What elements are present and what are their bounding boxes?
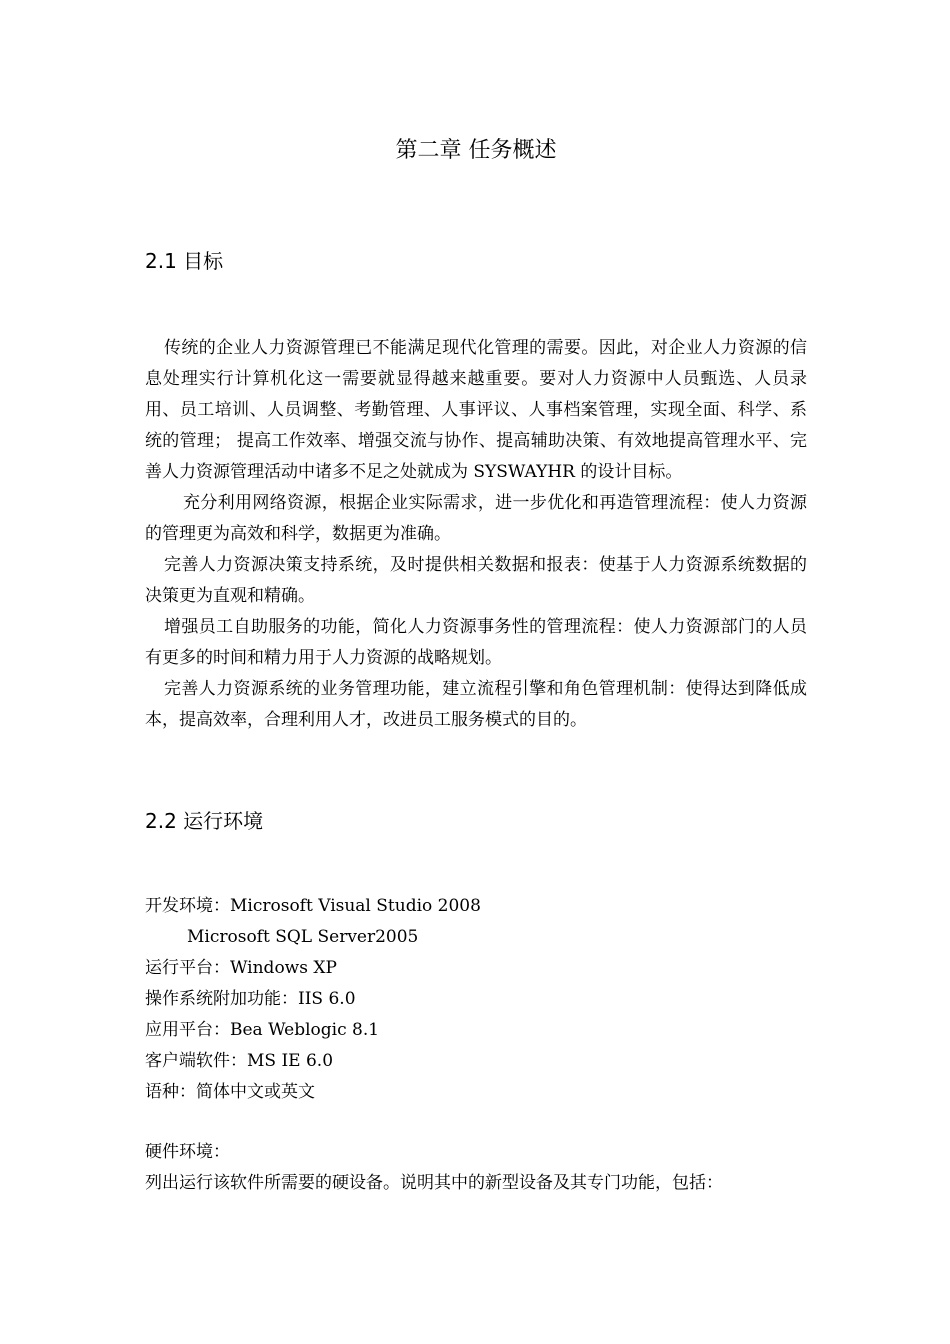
env-line-os-addon: 操作系统附加功能：IIS 6.0 bbox=[145, 989, 356, 1009]
goal-paragraph-1: 传统的企业人力资源管理已不能满足现代化管理的需要。因此，对企业人力资源的信息处理实行计算机化这一需要就显得越来越重要。要对人力资源中人员甄选、人员录用、员工培训、人员调整、考勤管理、人事评议、人事档案管理，实现全面、科学、系统的管理； 提高工作效率、增强交流与协作、提高辅助决策、有效地提高管理水平、完善人力资源管理活动中诸多不足之处就成为 SYSWAYHR 的设计目标。 bbox=[145, 338, 807, 482]
goal-paragraph-4: 增强员工自助服务的功能，简化人力资源事务性的管理流程：使人力资源部门的人员有更多的时间和精力用于人力资源的战略规划。 bbox=[145, 617, 807, 668]
chapter-title: 第二章 任务概述 bbox=[395, 138, 557, 163]
env-line-language: 语种：简体中文或英文 bbox=[145, 1082, 315, 1102]
env-line-db: Microsoft SQL Server2005 bbox=[187, 927, 419, 947]
section-heading-environment: 2.2 运行环境 bbox=[145, 809, 264, 833]
hardware-description: 列出运行该软件所需要的硬设备。说明其中的新型设备及其专门功能，包括： bbox=[145, 1173, 723, 1193]
env-line-platform: 运行平台：Windows XP bbox=[145, 958, 337, 978]
goal-paragraph-2: 充分利用网络资源，根据企业实际需求，进一步优化和再造管理流程：使人力资源的管理更为高效和科学，数据更为准确。 bbox=[145, 493, 807, 544]
goal-paragraph-3: 完善人力资源决策支持系统，及时提供相关数据和报表：使基于人力资源系统数据的决策更为直观和精确。 bbox=[145, 555, 807, 606]
section-heading-goal: 2.1 目标 bbox=[145, 249, 224, 273]
environment-list bbox=[145, 891, 807, 1108]
env-line-dev: 开发环境：Microsoft Visual Studio 2008 bbox=[145, 896, 481, 916]
env-line-app-platform: 应用平台：Bea Weblogic 8.1 bbox=[145, 1020, 380, 1040]
hardware-label: 硬件环境： bbox=[145, 1142, 230, 1162]
hardware-section bbox=[145, 1137, 807, 1199]
goal-body bbox=[145, 333, 807, 736]
goal-paragraph-5: 完善人力资源系统的业务管理功能，建立流程引擎和角色管理机制：使得达到降低成本，提高效率，合理利用人才，改进员工服务模式的目的。 bbox=[145, 679, 807, 730]
document-page bbox=[145, 0, 807, 1344]
env-line-client: 客户端软件：MS IE 6.0 bbox=[145, 1051, 334, 1071]
